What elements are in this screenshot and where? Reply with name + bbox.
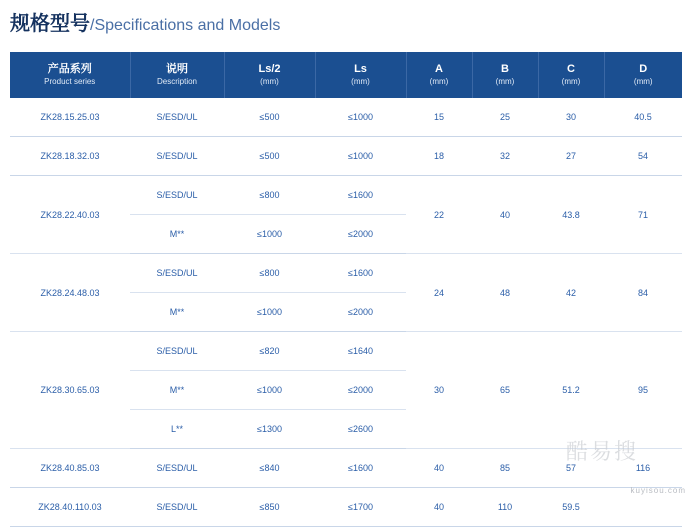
cell-c: 42	[538, 254, 604, 332]
cell-d	[604, 488, 682, 527]
cell-c: 27	[538, 137, 604, 176]
cell-description: S/ESD/UL	[130, 449, 224, 488]
cell-ls-half: ≤1300	[224, 410, 315, 449]
cell-a: 15	[406, 98, 472, 137]
cell-b: 32	[472, 137, 538, 176]
specifications-table	[10, 52, 682, 527]
cell-ls-half: ≤800	[224, 254, 315, 293]
cell-ls-half: ≤800	[224, 176, 315, 215]
cell-b: 65	[472, 332, 538, 449]
cell-a: 40	[406, 488, 472, 527]
cell-ls-half: ≤840	[224, 449, 315, 488]
column-header-ls-half: Ls/2 (mm)	[224, 52, 315, 98]
cell-a: 30	[406, 332, 472, 449]
column-header-ls: Ls (mm)	[315, 52, 406, 98]
cell-description: M**	[130, 371, 224, 410]
cell-product-series: ZK28.22.40.03	[10, 176, 130, 254]
cell-c: 30	[538, 98, 604, 137]
column-header-c: C (mm)	[538, 52, 604, 98]
cell-ls: ≤2600	[315, 410, 406, 449]
column-header-d: D (mm)	[604, 52, 682, 98]
table-row	[10, 176, 682, 215]
table-row	[10, 137, 682, 176]
cell-d: 116	[604, 449, 682, 488]
cell-d: 84	[604, 254, 682, 332]
column-header-b: B (mm)	[472, 52, 538, 98]
watermark-text: 酷易搜	[565, 440, 638, 465]
table-body	[10, 98, 682, 527]
cell-product-series: ZK28.40.110.03	[10, 488, 130, 527]
cell-description: S/ESD/UL	[130, 176, 224, 215]
cell-ls: ≤2000	[315, 293, 406, 332]
cell-d: 40.5	[604, 98, 682, 137]
page-title	[10, 12, 280, 38]
cell-description: S/ESD/UL	[130, 332, 224, 371]
cell-b: 25	[472, 98, 538, 137]
cell-a: 18	[406, 137, 472, 176]
cell-ls-half: ≤850	[224, 488, 315, 527]
cell-a: 40	[406, 449, 472, 488]
cell-description: M**	[130, 293, 224, 332]
cell-ls: ≤2000	[315, 215, 406, 254]
cell-b: 48	[472, 254, 538, 332]
cell-ls-half: ≤1000	[224, 215, 315, 254]
cell-ls: ≤1600	[315, 176, 406, 215]
cell-ls-half: ≤500	[224, 98, 315, 137]
cell-product-series: ZK28.30.65.03	[10, 332, 130, 449]
cell-ls-half: ≤820	[224, 332, 315, 371]
cell-b: 110	[472, 488, 538, 527]
column-header-a: A (mm)	[406, 52, 472, 98]
cell-ls-half: ≤500	[224, 137, 315, 176]
page-title-en: /Specifications and Models	[90, 17, 281, 34]
table-row	[10, 98, 682, 137]
cell-description: S/ESD/UL	[130, 137, 224, 176]
cell-product-series: ZK28.18.32.03	[10, 137, 130, 176]
cell-description: S/ESD/UL	[130, 488, 224, 527]
cell-ls: ≤2000	[315, 371, 406, 410]
cell-a: 24	[406, 254, 472, 332]
cell-c: 57	[538, 449, 604, 488]
watermark-domain: kuyisou.com	[630, 486, 686, 495]
cell-ls: ≤1000	[315, 137, 406, 176]
cell-description: S/ESD/UL	[130, 98, 224, 137]
cell-ls-half: ≤1000	[224, 293, 315, 332]
cell-ls-half: ≤1000	[224, 371, 315, 410]
cell-c: 59.5	[538, 488, 604, 527]
table-header-row	[10, 52, 682, 98]
cell-b: 40	[472, 176, 538, 254]
table-row	[10, 449, 682, 488]
cell-d: 54	[604, 137, 682, 176]
cell-description: S/ESD/UL	[130, 254, 224, 293]
cell-description: L**	[130, 410, 224, 449]
column-header-product-series: 产品系列 Product series	[10, 52, 130, 98]
page-title-cn: 规格型号	[10, 13, 90, 35]
column-header-description: 说明 Description	[130, 52, 224, 98]
cell-ls: ≤1700	[315, 488, 406, 527]
table-row	[10, 488, 682, 527]
cell-product-series: ZK28.24.48.03	[10, 254, 130, 332]
cell-ls: ≤1600	[315, 449, 406, 488]
cell-d: 71	[604, 176, 682, 254]
cell-ls: ≤1600	[315, 254, 406, 293]
cell-c: 43.8	[538, 176, 604, 254]
table-row	[10, 254, 682, 293]
cell-product-series: ZK28.15.25.03	[10, 98, 130, 137]
cell-c: 51.2	[538, 332, 604, 449]
cell-description: M**	[130, 215, 224, 254]
cell-product-series: ZK28.40.85.03	[10, 449, 130, 488]
cell-ls: ≤1640	[315, 332, 406, 371]
cell-a: 22	[406, 176, 472, 254]
table-row	[10, 332, 682, 371]
cell-ls: ≤1000	[315, 98, 406, 137]
cell-d: 95	[604, 332, 682, 449]
cell-b: 85	[472, 449, 538, 488]
